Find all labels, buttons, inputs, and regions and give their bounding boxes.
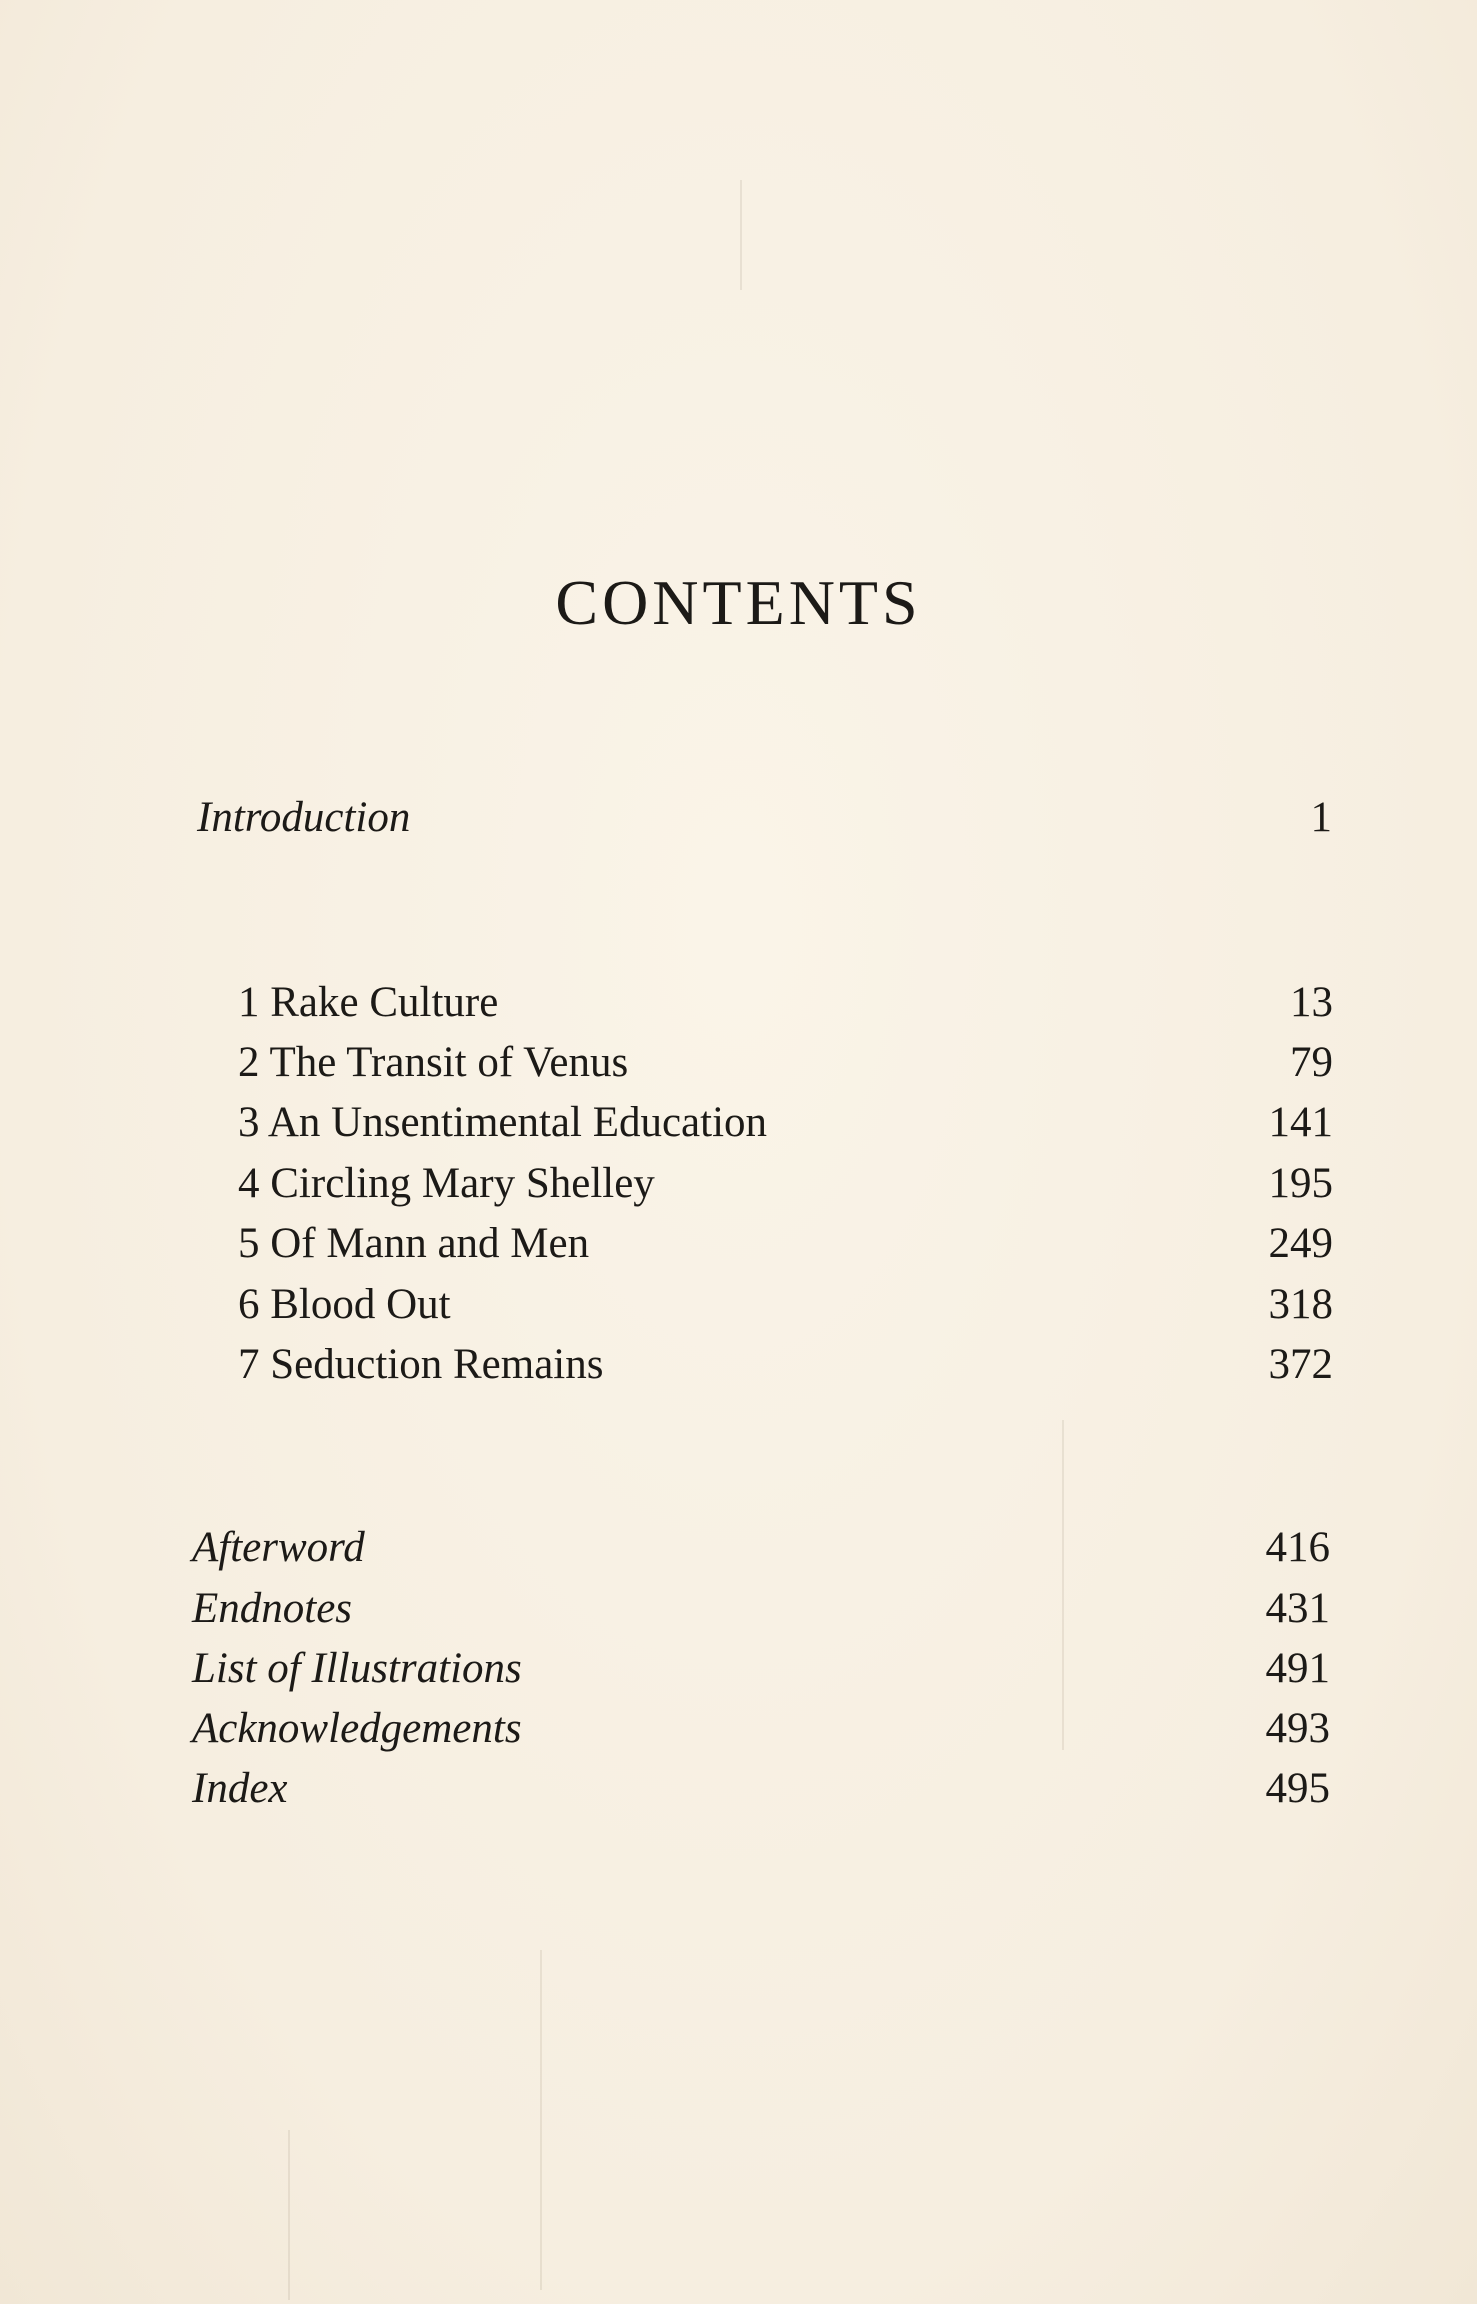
toc-entry-label: 3 An Unsentimental Education <box>238 1099 768 1146</box>
toc-entry-label: Index <box>192 1765 288 1812</box>
toc-entry-page: 79 <box>1290 1039 1333 1086</box>
toc-entry-acknowledgements[interactable] <box>192 1699 1330 1759</box>
paper-crease <box>740 180 742 290</box>
paper-crease <box>288 2130 290 2300</box>
toc-entry-label: 4 Circling Mary Shelley <box>238 1160 655 1207</box>
toc-entry-chapter-5[interactable] <box>238 1214 1333 1274</box>
toc-entry-page: 195 <box>1268 1160 1333 1207</box>
toc-entry-label: Introduction <box>197 794 411 841</box>
toc-entry-label: Acknowledgements <box>192 1705 522 1752</box>
toc-entry-page: 249 <box>1268 1220 1333 1267</box>
toc-entry-page: 141 <box>1268 1099 1333 1146</box>
toc-entry-list-of-illustrations[interactable] <box>192 1639 1330 1699</box>
toc-entry-page: 1 <box>1310 794 1332 841</box>
toc-entry-page: 372 <box>1268 1341 1333 1388</box>
toc-entry-chapter-1[interactable] <box>238 973 1333 1033</box>
toc-entry-page: 491 <box>1265 1645 1330 1692</box>
toc-entry-index[interactable] <box>192 1759 1330 1819</box>
toc-entry-endnotes[interactable] <box>192 1579 1330 1639</box>
toc-entry-chapter-6[interactable] <box>238 1275 1333 1335</box>
toc-entry-label: 5 Of Mann and Men <box>238 1220 590 1267</box>
toc-entry-chapter-3[interactable] <box>238 1093 1333 1153</box>
toc-entry-label: 1 Rake Culture <box>238 979 499 1026</box>
paper-crease <box>540 1950 542 2290</box>
toc-entry-page: 495 <box>1265 1765 1330 1812</box>
toc-entry-label: 6 Blood Out <box>238 1281 451 1328</box>
toc-entry-page: 318 <box>1268 1281 1333 1328</box>
contents-heading: CONTENTS <box>555 566 922 638</box>
toc-entry-page: 13 <box>1290 979 1333 1026</box>
toc-entry-chapter-2[interactable] <box>238 1033 1333 1093</box>
toc-entry-afterword[interactable] <box>192 1518 1330 1578</box>
toc-entry-label: Endnotes <box>192 1585 353 1632</box>
toc-entry-label: 7 Seduction Remains <box>238 1341 604 1388</box>
toc-entry-label: 2 The Transit of Venus <box>238 1039 629 1086</box>
toc-entry-page: 416 <box>1265 1524 1330 1571</box>
toc-entry-label: List of Illustrations <box>192 1645 522 1692</box>
toc-entry-page: 431 <box>1265 1585 1330 1632</box>
toc-entry-introduction[interactable] <box>197 788 1332 848</box>
toc-entry-chapter-7[interactable] <box>238 1335 1333 1395</box>
toc-entry-page: 493 <box>1265 1705 1330 1752</box>
toc-entry-chapter-4[interactable] <box>238 1154 1333 1214</box>
toc-entry-label: Afterword <box>192 1524 365 1571</box>
